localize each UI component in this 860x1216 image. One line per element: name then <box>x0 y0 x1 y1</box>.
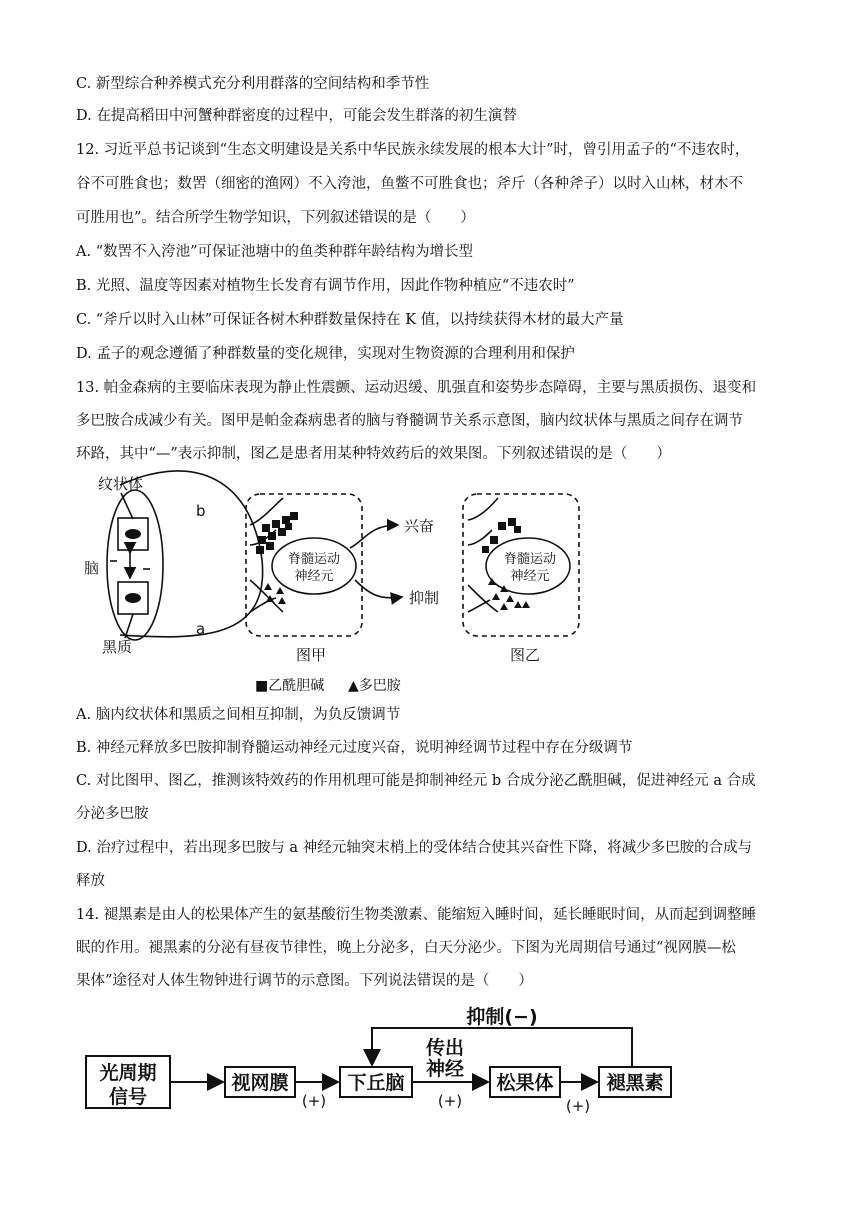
question-12-line: 12. 习近平总书记谈到“生态文明建设是关系中华民族永续发展的根本大计”时，曾引用孟子的“不违农时， <box>76 142 750 158</box>
text-line: 分泌多巴胺 <box>76 806 149 822</box>
hypothalamus-label: 下丘脑 <box>347 1072 405 1094</box>
text-line: 谷不可胜食也；数罟（细密的渔网）不入洿池，鱼鳖不可胜食也；斧斤（各种斧子）以时入山林，材木不 <box>76 176 743 192</box>
text-line: 多巴胺合成减少有关。图甲是帕金森病患者的脑与脊髓调节关系示意图，脑内纹状体与黑质之间存在调节 <box>76 413 743 429</box>
ach-cluster-yi <box>482 518 521 553</box>
neuron-jia-line2: 神经元 <box>294 569 334 584</box>
neuron-yi-line2: 神经元 <box>510 569 550 584</box>
neuron-jia-line1: 脊髓运动 <box>287 552 341 567</box>
option-c: C. 对比图甲、图乙，推测该特效药的作用机理可能是抑制神经元 b 合成分泌乙酰胆碱，促进神经元 a 合成 <box>76 773 756 789</box>
plus-sign: (+) <box>437 1092 463 1110</box>
efferent-label-1: 传出 <box>425 1037 465 1059</box>
brain-inner-ellipse <box>107 490 163 640</box>
text-line: 释放 <box>76 873 105 889</box>
nigra-neuron <box>125 593 141 603</box>
option-c: C. “斧斤以时入山林”可保证各树木种群数量保持在 K 值，以持续获得木材的最大产量 <box>76 312 624 328</box>
option-d: D. 治疗过程中，若出现多巴胺与 a 神经元轴突末梢上的受体结合使其兴奋性下降，将减少多巴胺的合成与 <box>76 840 753 856</box>
text-line: 果体”途径对人体生物钟进行调节的示意图。下列说法错误的是（ ） <box>76 973 533 989</box>
question-13-line: 13. 帕金森病的主要临床表现为静止性震颤、运动迟缓、肌强直和姿势步态障碍，主要与黑质损伤、退变和 <box>76 380 757 396</box>
plus-sign: (+) <box>565 1097 591 1115</box>
pineal-label: 松果体 <box>496 1072 554 1094</box>
melatonin-figure <box>0 990 860 1130</box>
retina-label: 视网膜 <box>231 1072 289 1094</box>
caption-jia: 图甲 <box>296 646 327 664</box>
melatonin-label: 褪黑素 <box>606 1072 664 1094</box>
option-a: A. “数罟不入洿池”可保证池塘中的鱼类种群年龄结构为增长型 <box>76 244 474 260</box>
feedback-arrow <box>372 1028 632 1067</box>
dopamine-cluster-jia <box>264 583 286 604</box>
signal-label-2: 信号 <box>108 1086 148 1108</box>
brain-label: 脑 <box>84 559 100 577</box>
option-b: B. 神经元释放多巴胺抑制脊髓运动神经元过度兴奋，说明神经调节过程中存在分级调节 <box>76 740 633 756</box>
text-line: 眠的作用。褪黑素的分泌有昼夜节律性，晚上分泌多，白天分泌少。下图为光周期信号通过“视网膜—松 <box>76 940 736 956</box>
efferent-label-2: 神经 <box>425 1058 465 1080</box>
ach-cluster-jia <box>256 512 298 554</box>
striatum-neuron <box>125 529 141 539</box>
text-line: D. 在提高稻田中河蟹种群密度的过程中，可能会发生群落的初生演替 <box>76 108 517 124</box>
inhibit-feedback-label: 抑制(−) <box>466 1006 538 1028</box>
signal-label-1: 光周期 <box>99 1062 157 1084</box>
plus-sign: (+) <box>301 1092 327 1110</box>
text-line: 环路，其中“—”表示抑制，图乙是患者用某种特效药后的效果图。下列叙述错误的是（ ） <box>76 446 671 462</box>
striatum-label: 纹状体 <box>98 475 144 493</box>
neuron-b-label: b <box>196 502 206 520</box>
brain-outline <box>120 471 263 637</box>
option-b: B. 光照、温度等因素对植物生长发育有调节作用，因此作物种植应“不违农时” <box>76 278 575 294</box>
option-a: A. 脑内纹状体和黑质之间相互抑制，为负反馈调节 <box>76 707 401 723</box>
caption-yi: 图乙 <box>510 646 541 664</box>
neuron-yi-line1: 脊髓运动 <box>503 552 557 567</box>
text-line: 可胜用也”。结合所学生物学知识，下列叙述错误的是（ ） <box>76 210 475 226</box>
text-line: C. 新型综合种养模式充分利用群落的空间结构和季节性 <box>76 76 430 92</box>
legend-ach: ■乙酰胆碱 <box>255 678 325 694</box>
inhibit-label: 抑制 <box>409 589 440 607</box>
nigra-label: 黑质 <box>102 638 133 656</box>
option-d: D. 孟子的观念遵循了种群数量的变化规律，实现对生物资源的合理利用和保护 <box>76 346 575 362</box>
neuron-a-label: a <box>196 620 206 638</box>
legend-dopamine: ▲多巴胺 <box>348 678 401 694</box>
excite-label: 兴奋 <box>404 517 435 535</box>
question-14-line: 14. 褪黑素是由人的松果体产生的氨基酸衍生物类激素、能缩短入睡时间，延长睡眠时间，从而起到调整睡 <box>76 907 757 923</box>
